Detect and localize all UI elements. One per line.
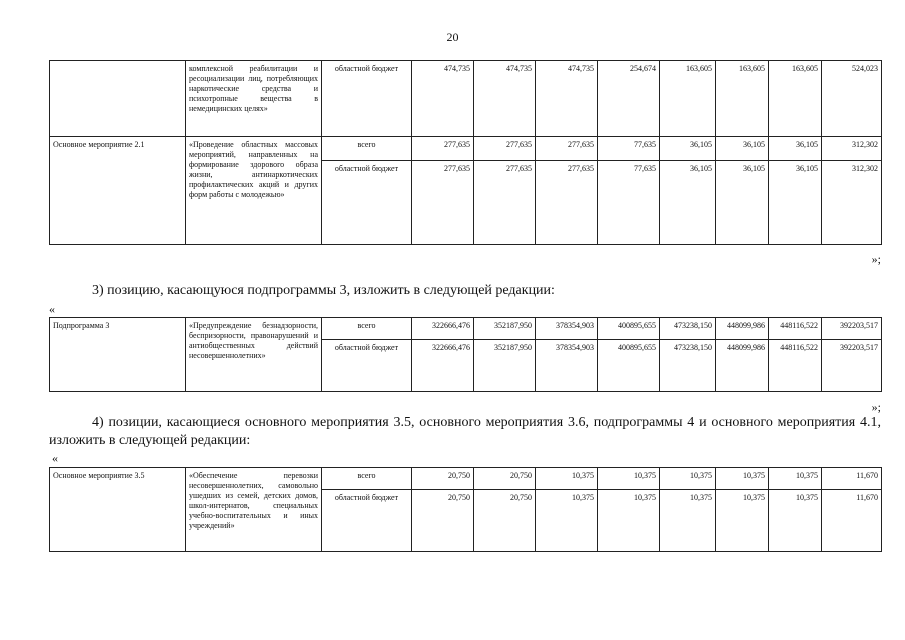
funding-source: областной бюджет (322, 161, 412, 245)
value-cell: 10,375 (660, 468, 716, 490)
value-cell: 77,635 (598, 161, 660, 245)
value-cell: 277,635 (412, 161, 474, 245)
value-cell: 352187,950 (474, 340, 536, 392)
value-cell: 20,750 (474, 490, 536, 552)
subprogram-description: «Предупреждение безнадзорности, беспризорности, правонарушений и антиобщественных действий несовершеннолетних» (186, 318, 322, 392)
value-cell: 473238,150 (660, 318, 716, 340)
value-cell: 312,302 (822, 137, 882, 161)
value-cell: 277,635 (412, 137, 474, 161)
value-cell: 312,302 (822, 161, 882, 245)
value-cell: 10,375 (769, 490, 822, 552)
value-cell: 352187,950 (474, 318, 536, 340)
value-cell: 277,635 (474, 137, 536, 161)
value-cell: 322666,476 (412, 318, 474, 340)
budget-table-event-2-1 (49, 60, 882, 245)
value-cell: 20,750 (412, 468, 474, 490)
paragraph-item-4: 4) позиции, касающиеся основного мероприятия 3.5, основного мероприятия 3.6, подпрограммы 4 и основного мероприятия 4.1, изложить в следующей редакции: (49, 415, 881, 448)
value-cell: 277,635 (536, 161, 598, 245)
value-cell: 36,105 (716, 137, 769, 161)
value-cell: 10,375 (716, 490, 769, 552)
table-row (50, 137, 882, 161)
funding-source: областной бюджет (322, 340, 412, 392)
value-cell: 20,750 (412, 490, 474, 552)
event-description: «Обеспечение перевозки несовершеннолетних, самовольно ушедших из семей, детских домов, школ-интернатов, специальных учебно-воспитательных и иных учреждений» (186, 468, 322, 552)
value-cell: 378354,903 (536, 318, 598, 340)
value-cell: 448116,522 (769, 340, 822, 392)
value-cell: 163,605 (769, 61, 822, 137)
funding-source: областной бюджет (322, 61, 412, 137)
opening-quote: « (52, 451, 58, 465)
value-cell: 36,105 (769, 137, 822, 161)
value-cell: 10,375 (716, 468, 769, 490)
value-cell: 10,375 (660, 490, 716, 552)
funding-source: всего (322, 468, 412, 490)
value-cell: 163,605 (716, 61, 769, 137)
value-cell: 254,674 (598, 61, 660, 137)
value-cell: 474,735 (536, 61, 598, 137)
opening-quote: « (49, 302, 55, 316)
subprogram-name: Подпрограмма 3 (50, 318, 186, 392)
value-cell: 524,023 (822, 61, 882, 137)
value-cell: 36,105 (716, 161, 769, 245)
value-cell: 10,375 (598, 490, 660, 552)
value-cell: 277,635 (536, 137, 598, 161)
value-cell: 448099,986 (716, 318, 769, 340)
program-name-cell (50, 61, 186, 137)
value-cell: 36,105 (660, 137, 716, 161)
value-cell: 11,670 (822, 490, 882, 552)
value-cell: 473238,150 (660, 340, 716, 392)
value-cell: 392203,517 (822, 340, 882, 392)
table-row (50, 468, 882, 490)
event-name: Основное мероприятие 3.5 (50, 468, 186, 552)
table-row (50, 61, 882, 137)
value-cell: 20,750 (474, 468, 536, 490)
value-cell: 322666,476 (412, 340, 474, 392)
value-cell: 474,735 (474, 61, 536, 137)
funding-source: всего (322, 318, 412, 340)
program-description: комплексной реабилитации и ресоциализации лиц, потребляющих наркотические средства и психотропные вещества в немедицинских целях» (186, 61, 322, 137)
value-cell: 448099,986 (716, 340, 769, 392)
value-cell: 392203,517 (822, 318, 882, 340)
closing-quote: »; (871, 252, 881, 266)
event-description: «Проведение областных массовых мероприятий, направленных на формирование здорового образа жизни, антинаркотических профилактических акций и других форм работы с молодежью» (186, 137, 322, 245)
value-cell: 11,670 (822, 468, 882, 490)
value-cell: 474,735 (412, 61, 474, 137)
closing-quote: »; (871, 400, 881, 414)
value-cell: 77,635 (598, 137, 660, 161)
funding-source: всего (322, 137, 412, 161)
value-cell: 277,635 (474, 161, 536, 245)
budget-table-event-3-5 (49, 467, 882, 552)
value-cell: 163,605 (660, 61, 716, 137)
paragraph-item-3: 3) позицию, касающуюся подпрограммы 3, изложить в следующей редакции: (92, 283, 555, 298)
value-cell: 378354,903 (536, 340, 598, 392)
value-cell: 36,105 (660, 161, 716, 245)
value-cell: 10,375 (598, 468, 660, 490)
page-number: 20 (446, 30, 459, 44)
budget-table-subprogram-3 (49, 317, 882, 392)
value-cell: 400895,655 (598, 318, 660, 340)
event-name: Основное мероприятие 2.1 (50, 137, 186, 245)
table-row (50, 318, 882, 340)
value-cell: 10,375 (536, 468, 598, 490)
value-cell: 10,375 (769, 468, 822, 490)
value-cell: 400895,655 (598, 340, 660, 392)
value-cell: 36,105 (769, 161, 822, 245)
value-cell: 10,375 (536, 490, 598, 552)
funding-source: областной бюджет (322, 490, 412, 552)
value-cell: 448116,522 (769, 318, 822, 340)
